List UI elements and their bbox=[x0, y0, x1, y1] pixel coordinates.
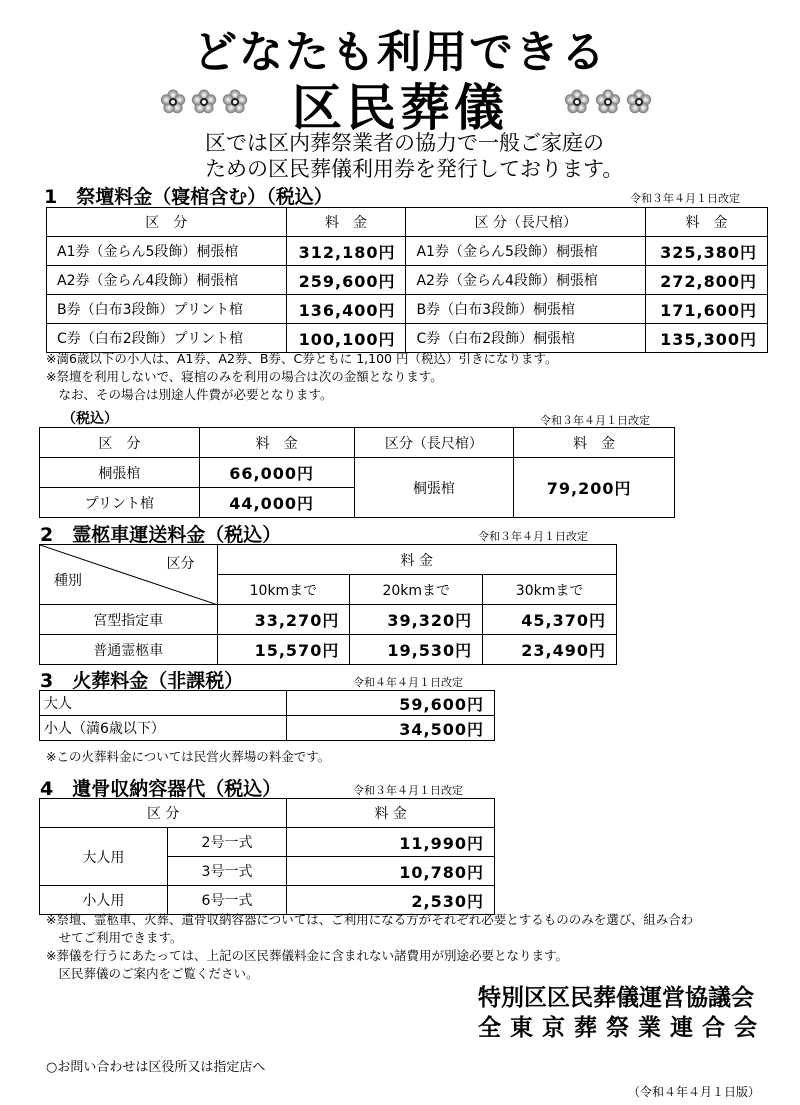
row-name: 普通霊柩車 bbox=[40, 635, 218, 665]
section4-title: 4 遺骨収納容器代（税込） bbox=[40, 778, 282, 800]
section3-date: 令和４年４月１日改定 bbox=[353, 676, 463, 689]
row-price: 44,000円 bbox=[199, 488, 354, 518]
row-price: 11,990円 bbox=[287, 828, 495, 857]
table-row bbox=[40, 605, 617, 635]
header-cell: 区分（長尺棺） bbox=[354, 428, 514, 458]
section1-notes: ※満6歳以下の小人は、A1券、A2券、B券、C券ともに 1,100 円（税込）引きになります。 ※祭壇を利用しないで、寝棺のみを利用の場合は次の金額となります。 なお、その場合は別途人件費が必要となります。 bbox=[46, 351, 558, 402]
corner-header bbox=[40, 545, 218, 605]
edition-label: （令和４年４月１日版） bbox=[627, 1085, 760, 1099]
row-price: 259,600円 bbox=[286, 266, 406, 295]
row-price-long: 79,200円 bbox=[514, 458, 675, 518]
section3-note: ※この火葬料金については民営火葬場の料金です。 bbox=[46, 749, 331, 764]
organization-line1: 特別区区民葬儀運営協議会 bbox=[478, 985, 754, 1011]
row-price: 33,270円 bbox=[217, 605, 350, 635]
row-name: 宮型指定車 bbox=[40, 605, 218, 635]
table-row bbox=[47, 324, 768, 353]
header-cell: 料 金 bbox=[199, 428, 354, 458]
header-cell: 区 分 bbox=[47, 208, 287, 237]
distance-header: 10kmまで bbox=[217, 575, 350, 605]
flower-decoration-right bbox=[562, 88, 654, 116]
row-name: A1券（金らん5段飾）桐張棺 bbox=[47, 237, 287, 266]
row-name-long: A1券（金らん5段飾）桐張棺 bbox=[406, 237, 646, 266]
contact-info: ○お問い合わせは区役所又は指定店へ bbox=[46, 1060, 266, 1075]
organization-line2: 全東京葬祭業連合会 bbox=[478, 1015, 766, 1041]
header-cell: 料 金 bbox=[286, 208, 406, 237]
header-cell: 料 金 bbox=[646, 208, 768, 237]
header-cell: 料 金 bbox=[514, 428, 675, 458]
row-price-long: 325,380円 bbox=[646, 237, 768, 266]
coffin-only-table bbox=[39, 427, 675, 518]
row-size: 6号一式 bbox=[167, 886, 287, 915]
row-name-long: C券（白布2段飾）桐張棺 bbox=[406, 324, 646, 353]
table-row bbox=[40, 458, 675, 488]
section1-sub-label: （税込） bbox=[62, 411, 118, 427]
corner-bottom-label: 種別 bbox=[54, 573, 82, 589]
section1-title: 1 祭壇料金（寝棺含む）（税込） bbox=[44, 186, 333, 208]
category-adult: 大人用 bbox=[40, 828, 168, 886]
row-price: 66,000円 bbox=[199, 458, 354, 488]
row-name: 大人 bbox=[40, 691, 287, 716]
flower-decoration-left bbox=[158, 88, 250, 116]
row-price: 10,780円 bbox=[287, 857, 495, 886]
section4-date: 令和３年４月１日改定 bbox=[353, 784, 463, 797]
category-child: 小人用 bbox=[40, 886, 168, 915]
row-name-long: 桐張棺 bbox=[354, 458, 514, 518]
table-row bbox=[47, 266, 768, 295]
header-cell: 区 分（長尺棺） bbox=[406, 208, 646, 237]
corner-top-label: 区分 bbox=[166, 556, 195, 572]
row-name: 小人（満6歳以下） bbox=[40, 716, 287, 741]
organization bbox=[478, 983, 766, 1043]
section2-date: 令和３年４月１日改定 bbox=[478, 530, 588, 543]
distance-header: 20kmまで bbox=[350, 575, 483, 605]
row-price: 2,530円 bbox=[287, 886, 495, 915]
row-price: 59,600円 bbox=[287, 691, 495, 716]
distance-header: 30kmまで bbox=[483, 575, 617, 605]
row-price: 15,570円 bbox=[217, 635, 350, 665]
section3-title: 3 火葬料金（非課税） bbox=[40, 670, 244, 692]
section1-date: 令和３年４月１日改定 bbox=[630, 192, 740, 205]
header-cell: 区 分 bbox=[40, 799, 287, 828]
row-price: 45,370円 bbox=[483, 605, 617, 635]
row-name: プリント棺 bbox=[40, 488, 200, 518]
table-header-row bbox=[47, 208, 768, 237]
row-price-long: 171,600円 bbox=[646, 295, 768, 324]
table-row bbox=[40, 691, 495, 716]
row-name: C券（白布2段飾）プリント棺 bbox=[47, 324, 287, 353]
cremation-fee-table bbox=[39, 690, 495, 741]
header-cell: 料 金 bbox=[287, 799, 495, 828]
row-name-long: B券（白布3段飾）桐張棺 bbox=[406, 295, 646, 324]
altar-fee-table bbox=[46, 207, 768, 353]
row-price-long: 272,800円 bbox=[646, 266, 768, 295]
table-header-row bbox=[40, 428, 675, 458]
table-row bbox=[40, 635, 617, 665]
row-size: 3号一式 bbox=[167, 857, 287, 886]
row-name: B券（白布3段飾）プリント棺 bbox=[47, 295, 287, 324]
row-price-long: 135,300円 bbox=[646, 324, 768, 353]
row-price: 19,530円 bbox=[350, 635, 483, 665]
table-header-row bbox=[40, 545, 617, 575]
table-row bbox=[40, 828, 495, 857]
section2-title: 2 霊柩車運送料金（税込） bbox=[40, 524, 282, 546]
page-title: どなたも利用できる bbox=[193, 27, 607, 78]
table-row bbox=[40, 716, 495, 741]
row-name: A2券（金らん4段飾）桐張棺 bbox=[47, 266, 287, 295]
urn-fee-table bbox=[39, 798, 495, 915]
row-name: 桐張棺 bbox=[40, 458, 200, 488]
row-price: 100,100円 bbox=[286, 324, 406, 353]
row-name-long: A2券（金らん4段飾）桐張棺 bbox=[406, 266, 646, 295]
section1-sub-date: 令和３年４月１日改定 bbox=[540, 414, 650, 427]
row-price: 136,400円 bbox=[286, 295, 406, 324]
hearse-fee-table bbox=[39, 544, 617, 665]
intro-text: 区では区内葬祭業者の協力で一般ご家庭の ための区民葬儀利用券を発行しております。 bbox=[205, 131, 624, 181]
table-row bbox=[47, 295, 768, 324]
page-subtitle: 区民葬儀 bbox=[292, 79, 508, 137]
row-price: 34,500円 bbox=[287, 716, 495, 741]
header-cell: 区 分 bbox=[40, 428, 200, 458]
row-price: 23,490円 bbox=[483, 635, 617, 665]
row-price: 39,320円 bbox=[350, 605, 483, 635]
fee-header: 料 金 bbox=[217, 545, 617, 575]
row-price: 312,180円 bbox=[286, 237, 406, 266]
row-size: 2号一式 bbox=[167, 828, 287, 857]
table-row bbox=[47, 237, 768, 266]
footer-notes: ※祭壇、霊柩車、火葬、遺骨収納容器については、ご利用になる方がそれぞれ必要とするもののみを選び、組み合わ せてご利用できます。 ※葬儀を行うにあたっては、上記の区民葬儀料金に含まれない諸費用が別途必要となります。 区民葬儀のご案内をご覧ください。 bbox=[46, 912, 694, 981]
table-header-row bbox=[40, 799, 495, 828]
